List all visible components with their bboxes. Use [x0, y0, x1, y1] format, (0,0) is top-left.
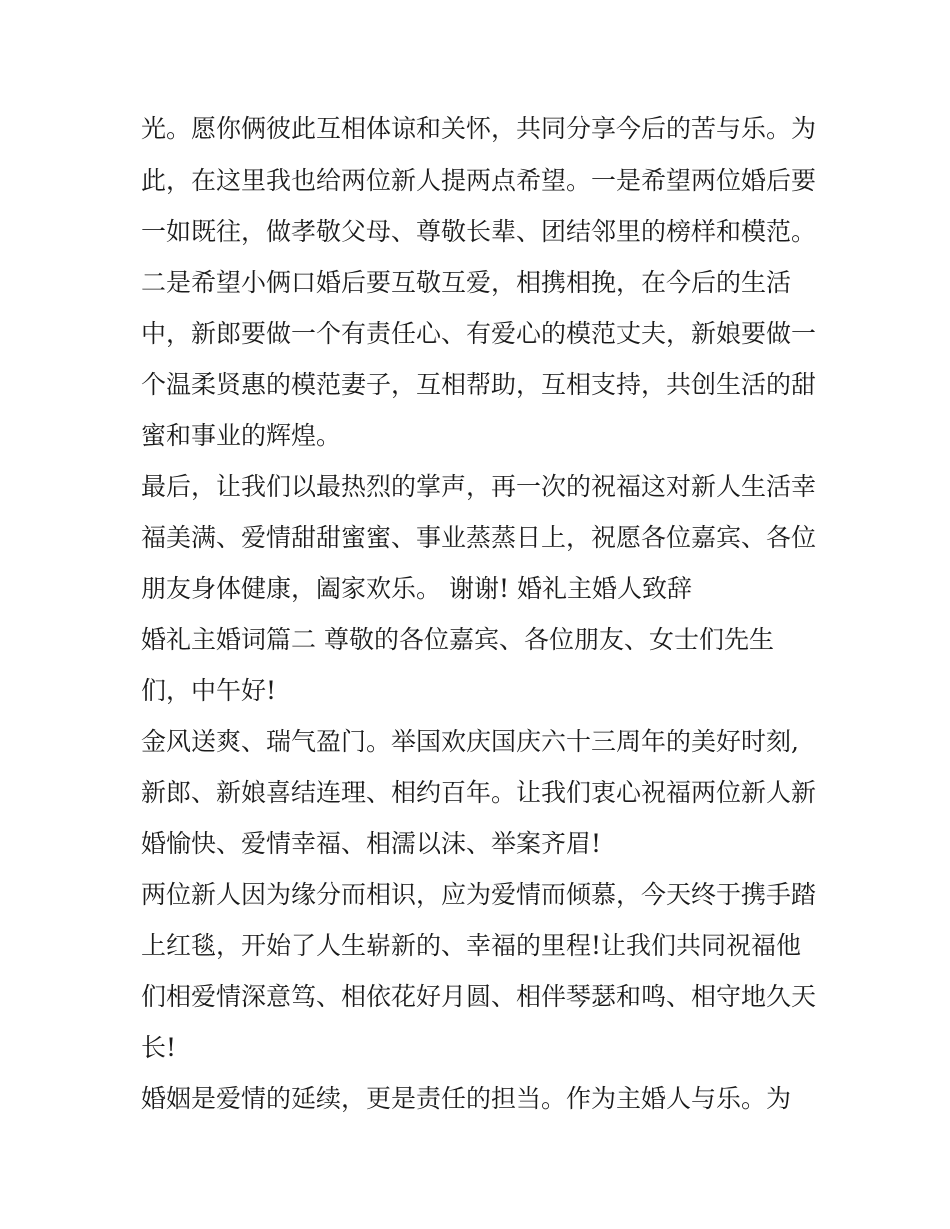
text-line: 蜜和事业的辉煌。 — [141, 421, 342, 450]
text-line: 们，中午好! — [141, 676, 277, 705]
text-line: 最后，让我们以最热烈的掌声，再一次的祝福这对新人生活幸 — [141, 472, 817, 501]
text-line: 一如既往，做孝敬父母、尊敬长辈、团结邻里的榜样和模范。 — [141, 217, 817, 246]
text-line: 两位新人因为缘分而相识，应为爱情而倾慕，今天终于携手踏 — [141, 880, 817, 909]
text-line: 此，在这里我也给两位新人提两点希望。一是希望两位婚后要 — [141, 166, 817, 195]
text-line: 上红毯，开始了人生崭新的、幸福的里程!让我们共同祝福他 — [141, 931, 802, 960]
text-line: 们相爱情深意笃、相依花好月圆、相伴琴瑟和鸣、相守地久天 — [141, 982, 817, 1011]
text-line: 光。愿你俩彼此互相体谅和关怀，共同分享今后的苦与乐。为 — [141, 114, 817, 143]
text-line: 婚姻是爱情的延续，更是责任的担当。作为主婚人与乐。为 — [141, 1084, 792, 1113]
text-line: 个温柔贤惠的模范妻子，互相帮助，互相支持，共创生活的甜 — [141, 370, 817, 399]
text-line: 福美满、爱情甜甜蜜蜜、事业蒸蒸日上，祝愿各位嘉宾、各位 — [141, 523, 817, 552]
text-line: 新郎、新娘喜结连理、相约百年。让我们衷心祝福两位新人新 — [141, 778, 817, 807]
text-line: 朋友身体健康，阖家欢乐。 谢谢! 婚礼主婚人致辞 — [141, 574, 692, 603]
text-line: 长! — [141, 1033, 177, 1062]
text-line: 中，新郎要做一个有责任心、有爱心的模范丈夫，新娘要做一 — [141, 319, 817, 348]
text-line: 二是希望小俩口婚后要互敬互爱，相携相挽，在今后的生活 — [141, 268, 792, 297]
text-line: 婚愉快、爱情幸福、相濡以沫、举案齐眉! — [141, 829, 602, 858]
text-line: 金风送爽、瑞气盈门。举国欢庆国庆六十三周年的美好时刻, — [141, 727, 799, 756]
text-line: 婚礼主婚词篇二 尊敬的各位嘉宾、各位朋友、女士们先生 — [141, 625, 774, 654]
